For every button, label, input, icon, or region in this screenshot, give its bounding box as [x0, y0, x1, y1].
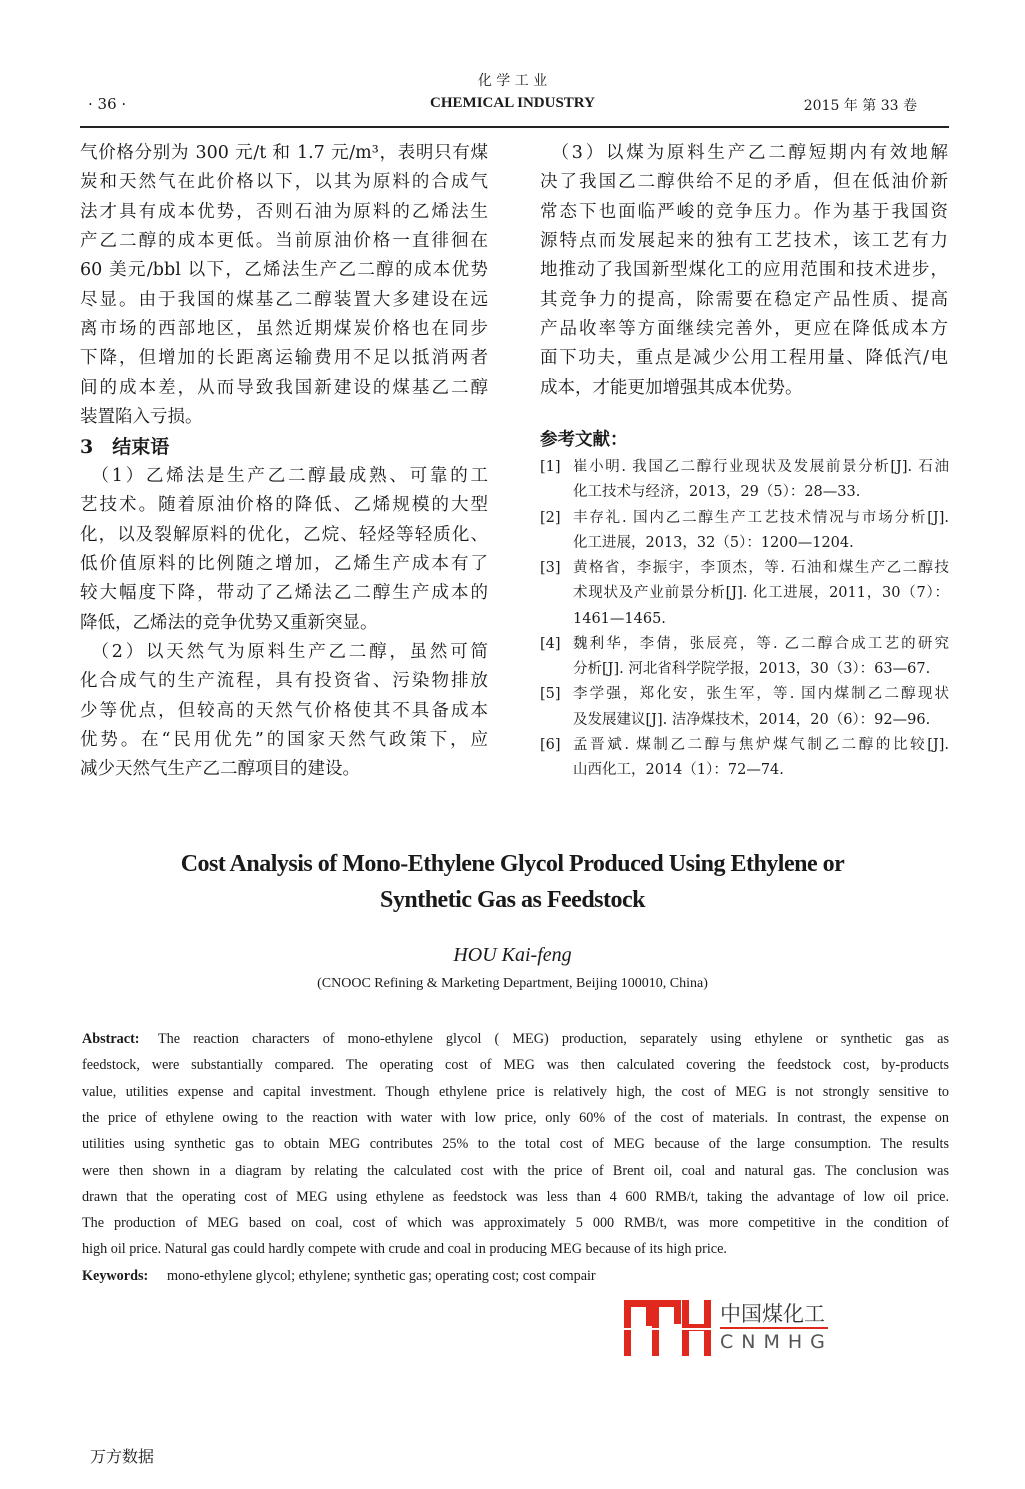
- text-line: 产乙二醇的成本更低。当前原油价格一直徘徊在: [80, 231, 488, 252]
- cnmhg-logo: [624, 1298, 834, 1360]
- journal-name-cn: 化 学 工 业: [477, 73, 548, 89]
- text-line: （1）乙烯法是生产乙二醇最成熟、可靠的工: [80, 465, 488, 486]
- affiliation: (CNOOC Refining & Marketing Department, Beijing 100010, China): [317, 976, 708, 991]
- abstract-line: utilities using synthetic gas to obtain MEG contributes 25% to the total cost of MEG because of the large consumption. The results: [82, 1136, 949, 1153]
- reference-text: 黄格省，李振宇，李顶杰，等. 石油和煤生产乙二醇技: [573, 560, 949, 576]
- keywords-label: Keywords:: [82, 1267, 149, 1284]
- author: HOU Kai-feng: [453, 944, 572, 966]
- abstract-line: were then shown in a diagram by relating the calculated cost with the price of Brent oil, coal and natural gas. The conclusion was: [82, 1162, 949, 1179]
- english-title: [0, 846, 1025, 918]
- text-line: 艺技术。随着原油价格的降低、乙烯规模的大型: [80, 495, 488, 516]
- reference-text: 崔小明. 我国乙二醇行业现状及发展前景分析[J]. 石油: [573, 459, 949, 475]
- text-line: 少等优点，但较高的天然气价格使其不具备成本: [80, 700, 488, 721]
- text-line: 低价值原料的比例随之增加，乙烯生产成本有了: [80, 553, 488, 574]
- abstract-line: feedstock, were substantially compared. The operating cost of MEG was then calculated covering the feedstock cost, by-products: [82, 1057, 949, 1074]
- text-line: 下降，但增加的长距离运输费用不足以抵消两者: [80, 348, 488, 369]
- reference-label: [4]: [540, 635, 561, 652]
- logo-mark-icon: [624, 1298, 714, 1358]
- reference-label: [2]: [540, 509, 561, 526]
- reference-label: [1]: [540, 459, 561, 475]
- logo-text-en: CNMHG: [720, 1331, 833, 1353]
- logo-text-cn: 中国煤化工: [720, 1302, 825, 1326]
- reference-text: 化工技术与经济，2013，29（5）：28—33.: [573, 484, 861, 501]
- text-line: 地推动了我国新型煤化工的应用范围和技术进步，: [540, 260, 948, 281]
- reference-text: 孟晋斌. 煤制乙二醇与焦炉煤气制乙二醇的比较[J].: [573, 736, 949, 753]
- text-line: 法才具有成本优势，否则石油为原料的乙烯法生: [80, 201, 488, 222]
- text-line: 面下功夫，重点是减少公用工程用量、降低汽/电: [540, 348, 948, 369]
- watermark: 万方数据: [90, 1447, 155, 1466]
- text-line: 化，以及裂解原料的优化，乙烷、轻烃等轻质化、: [80, 524, 488, 545]
- text-line: 气价格分别为 300 元/t 和 1.7 元/m³，表明只有煤: [80, 143, 488, 163]
- text-line: 间的成本差，从而导致我国新建设的煤基乙二醇: [80, 377, 488, 398]
- issue-info: 2015 年 第 33 卷: [803, 98, 917, 114]
- text-line: 决了我国乙二醇供给不足的矛盾，但在低油价新: [540, 172, 948, 193]
- reference-label: [6]: [540, 736, 561, 753]
- text-line: （2）以天然气为原料生产乙二醇，虽然可简: [80, 641, 488, 662]
- text-line: 60 美元/bbl 以下，乙烯法生产乙二醇的成本优势: [80, 260, 488, 281]
- text-line: 产品收率等方面继续完善外，更应在降低成本方: [540, 319, 948, 340]
- journal-name-en: CHEMICAL INDUSTRY: [430, 95, 595, 111]
- keywords: mono-ethylene glycol; ethylene; synthetic gas; operating cost; cost compair: [167, 1267, 596, 1284]
- abstract-line: high oil price. Natural gas could hardly compete with crude and coal in producing MEG because of its high price.: [82, 1241, 727, 1258]
- reference-text: 化工进展，2013，32（5）：1200—1204.: [573, 534, 854, 551]
- text-line: 离市场的西部地区，虽然近期煤炭价格也在同步: [80, 319, 488, 340]
- reference-label: [5]: [540, 686, 561, 703]
- references-heading: 参考文献：: [540, 430, 628, 450]
- section-heading: 3 结束语: [80, 435, 170, 458]
- header-rule: [80, 126, 949, 128]
- text-line: （3）以煤为原料生产乙二醇短期内有效地解: [540, 143, 948, 163]
- text-line: 较大幅度下降，带动了乙烯法乙二醇生产成本的: [80, 583, 488, 604]
- reference-text: 术现状及产业前景分析[J]. 化工进展，2011，30（7）：: [573, 585, 949, 602]
- text-line: 化合成气的生产流程，具有投资省、污染物排放: [80, 671, 488, 692]
- reference-text: 丰存礼. 国内乙二醇生产工艺技术情况与市场分析[J].: [573, 509, 949, 526]
- logo-divider: [720, 1327, 828, 1329]
- reference-label: [3]: [540, 560, 561, 576]
- text-line: 常态下也面临严峻的竞争压力。作为基于我国资: [540, 201, 948, 222]
- reference-text: 1461—1465.: [573, 610, 666, 627]
- text-line: 减少天然气生产乙二醇项目的建设。: [80, 759, 360, 780]
- reference-text: 魏利华，李倩，张辰亮，等. 乙二醇合成工艺的研究: [573, 635, 949, 652]
- text-line: 炭和天然气在此价格以下，以其为原料的合成气: [80, 172, 488, 193]
- abstract-line: The reaction characters of mono-ethylene glycol ( MEG) production, separately using ethylene or synthetic gas as: [158, 1031, 949, 1047]
- text-line: 优势。在“民用优先”的国家天然气政策下，应: [80, 730, 488, 750]
- title-line-1: Cost Analysis of Mono-Ethylene Glycol Produced Using Ethylene or: [180, 851, 845, 877]
- text-line: 装置陷入亏损。: [80, 407, 203, 428]
- abstract-line: the price of ethylene owing to the reaction with water with low price, only 60% of the cost of materials. In contrast, the expense on: [82, 1109, 949, 1126]
- text-line: 尽显。由于我国的煤基乙二醇装置大多建设在远: [80, 289, 488, 310]
- page-number: · 36 ·: [88, 95, 127, 113]
- abstract-label: Abstract:: [82, 1031, 140, 1047]
- text-line: 其竞争力的提高，除需要在稳定产品性质、提高: [540, 289, 948, 310]
- text-line: 源特点而发展起来的独有工艺技术，该工艺有力: [540, 231, 948, 252]
- reference-text: 分析[J]. 河北省科学院学报，2013，30（3）：63—67.: [573, 661, 931, 677]
- abstract-line: drawn that the operating cost of MEG using ethylene as feedstock was less than 4 600 RMB/t, taking the advantage of low oil price.: [82, 1188, 949, 1205]
- abstract-line: value, utilities expense and capital investment. Though ethylene price is relatively high, the cost of MEG is not strongly sensitive to: [82, 1083, 949, 1100]
- reference-text: 山西化工，2014（1）：72—74.: [573, 762, 784, 778]
- abstract-line: The production of MEG based on coal, cost of which was approximately 5 000 RMB/t, was more competitive in the condition of: [82, 1215, 949, 1232]
- reference-text: 李学强，郑化安，张生军，等. 国内煤制乙二醇现状: [573, 686, 949, 703]
- reference-text: 及发展建议[J]. 洁净煤技术，2014，20（6）：92—96.: [573, 711, 931, 728]
- text-line: 成本，才能更加增强其成本优势。: [540, 377, 803, 398]
- text-line: 降低，乙烯法的竞争优势又重新突显。: [80, 612, 378, 633]
- title-line-2: Synthetic Gas as Feedstock: [380, 887, 645, 913]
